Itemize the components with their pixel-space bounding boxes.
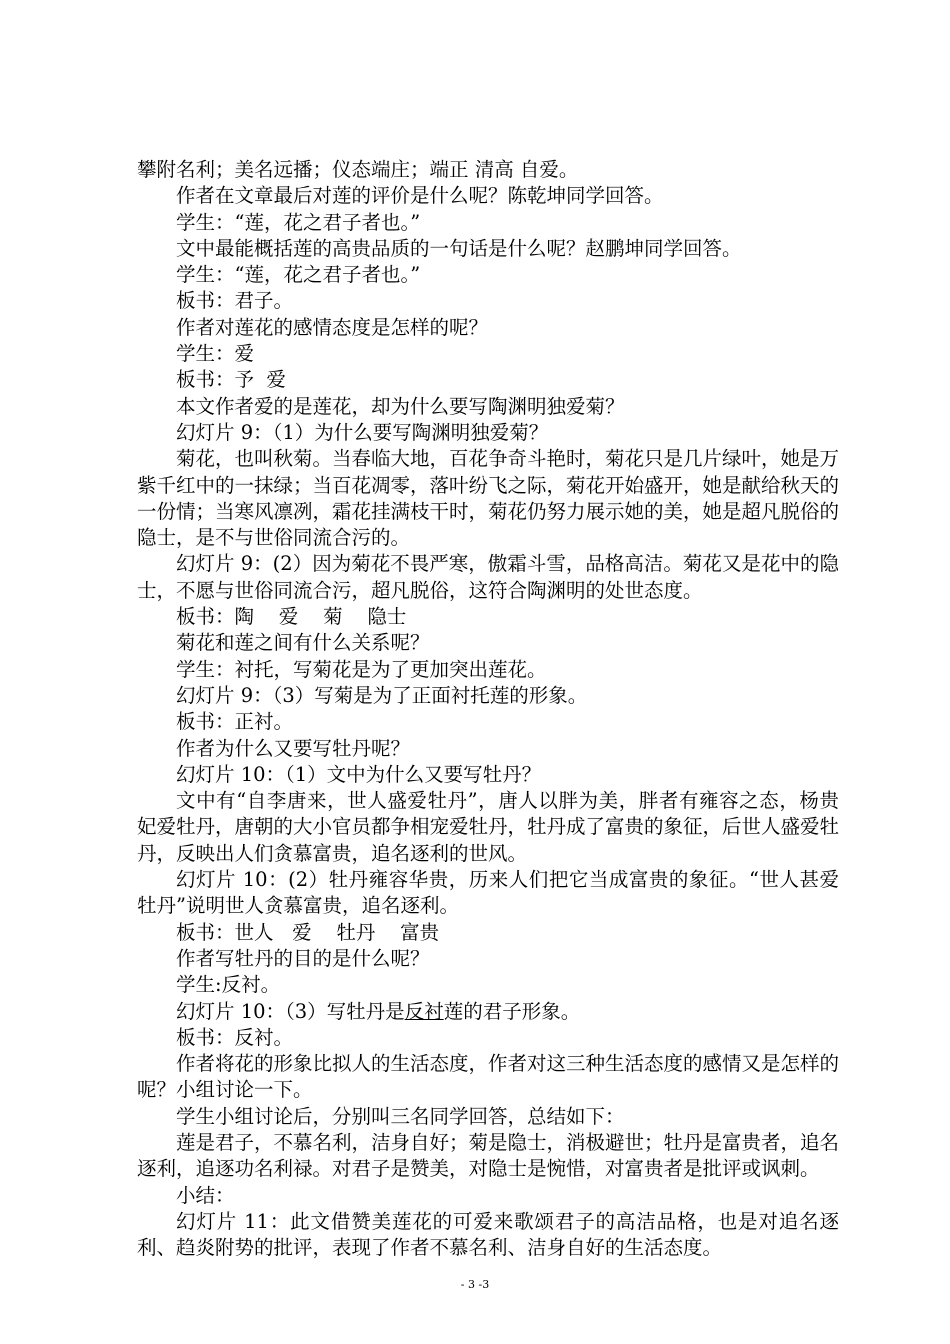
underlined-term: 反衬 xyxy=(404,999,444,1023)
paragraph-text: 幻灯片 10：（3）写牡丹是 xyxy=(176,999,405,1023)
paragraph: 学生：爱 xyxy=(176,342,255,366)
paragraph: 幻灯片 9：（1）为什么要写陶渊明独爱菊？ xyxy=(176,420,549,444)
paragraph: 板书：君子。 xyxy=(176,289,294,313)
paragraph: 板书：反衬。 xyxy=(176,1025,294,1049)
paragraph: 作者对莲花的感情态度是怎样的呢？ xyxy=(176,315,489,339)
paragraph: 学生：“莲，花之君子者也。” xyxy=(176,210,421,234)
paragraph: 幻灯片 9：(2）因为菊花不畏严寒，傲霜斗雪，品格高洁。菊花又是花中的隐士，不愿与世俗同流合污，超凡脱俗，这符合陶渊明的处世态度。 xyxy=(137,552,839,602)
paragraph: 小结： xyxy=(176,1183,235,1207)
paragraph: 学生：衬托，写菊花是为了更加突出莲花。 xyxy=(176,657,547,681)
paragraph: 攀附名利；美名远播；仪态端庄；端正 清高 自爱。 xyxy=(137,158,579,181)
paragraph: 文中最能概括莲的高贵品质的一句话是什么呢？赵鹏坤同学回答。 xyxy=(176,236,742,260)
paragraph: 菊花，也叫秋菊。当春临大地，百花争奇斗艳时，菊花只是几片绿叶，她是万紫千红中的一抹绿；当百花凋零，落叶纷飞之际，菊花开始盛开，她是献给秋天的一份情；当寒风凛冽，霜花挂满枝干时，菊花仍努力展示她的美，她是超凡脱俗的隐士，是不与世俗同流合污的。 xyxy=(137,447,840,550)
paragraph: 菊花和莲之间有什么关系呢？ xyxy=(176,631,430,655)
paragraph: 幻灯片 10：（1）文中为什么又要写牡丹？ xyxy=(176,762,542,786)
paragraph: 作者在文章最后对莲的评价是什么呢？陈乾坤同学回答。 xyxy=(176,184,664,208)
paragraph: 作者为什么又要写牡丹呢？ xyxy=(176,736,411,760)
paragraph xyxy=(137,999,839,1025)
paragraph: 文中有“自李唐来，世人盛爱牡丹”，唐人以胖为美，胖者有雍容之态，杨贵妃爱牡丹，唐朝的大小官员都争相宠爱牡丹，牡丹成了富贵的象征，后世人盛爱牡丹，反映出人们贪慕富贵，追名逐利的世风。 xyxy=(137,789,840,865)
paragraph: 幻灯片 9：（3）写菊是为了正面衬托莲的形象。 xyxy=(176,683,588,707)
paragraph: 学生：“莲，花之君子者也。” xyxy=(176,263,421,287)
page-number: - 3 -3 xyxy=(460,1278,490,1291)
paragraph: 板书：世人 爱 牡丹 富贵 xyxy=(176,920,440,944)
paragraph: 本文作者爱的是莲花，却为什么要写陶渊明独爱菊？ xyxy=(176,394,625,418)
paragraph: 幻灯片 11：此文借赞美莲花的可爱来歌颂君子的高洁品格，也是对追名逐利、趋炎附势的批评，表现了作者不慕名利、洁身自好的生活态度。 xyxy=(137,1209,839,1260)
paragraph-text: 莲的君子形象。 xyxy=(443,999,581,1023)
paragraph: 板书：陶 爱 菊 隐士 xyxy=(176,605,407,629)
paragraph: 板书：予 爱 xyxy=(176,368,286,392)
paragraph: 作者将花的形象比拟人的生活态度，作者对这三种生活态度的感情又是怎样的呢？小组讨论一下。 xyxy=(137,1052,840,1102)
paragraph: 学生:反衬。 xyxy=(176,973,281,997)
paragraph: 学生小组讨论后，分别叫三名同学回答，总结如下： xyxy=(176,1104,625,1128)
document-body xyxy=(137,157,839,1261)
paragraph: 作者写牡丹的目的是什么呢？ xyxy=(176,946,430,970)
paragraph: 板书：正衬。 xyxy=(176,710,294,734)
paragraph: 幻灯片 10：(2）牡丹雍容华贵，历来人们把它当成富贵的象征。“世人甚爱牡丹”说明世人贪慕富贵，追名逐利。 xyxy=(137,868,839,918)
paragraph: 莲是君子，不慕名利，洁身自好；菊是隐士，消极避世；牡丹是富贵者，追名逐利，追逐功名利禄。对君子是赞美，对隐士是惋惜，对富贵者是批评或讽刺。 xyxy=(137,1130,840,1181)
